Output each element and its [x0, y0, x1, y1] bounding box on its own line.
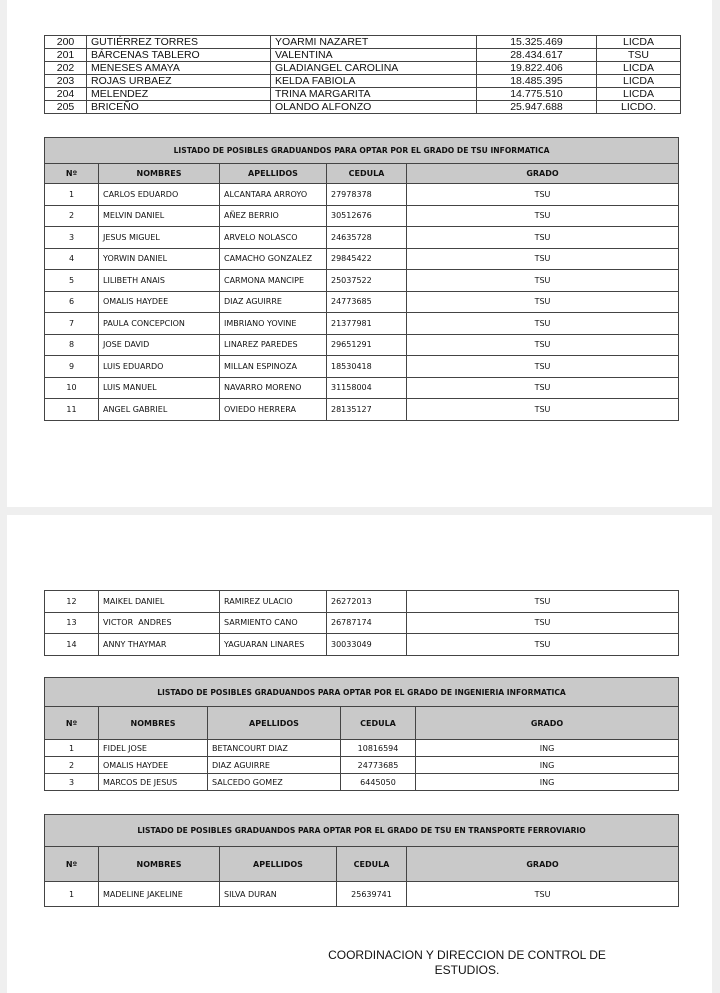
- table-row: [45, 399, 679, 421]
- nombres-cell: ANNY THAYMAR: [99, 634, 220, 656]
- cedula-cell: 27978378: [327, 184, 407, 206]
- row-number: 6: [45, 291, 99, 313]
- table-header-row: [45, 847, 679, 882]
- tsu-informatica-table-continued: [44, 590, 679, 656]
- row-number: 10: [45, 377, 99, 399]
- cedula-cell: 28135127: [327, 399, 407, 421]
- nombres-cell: LILIBETH ANAIS: [99, 270, 220, 292]
- cedula-cell: 25639741: [337, 882, 407, 907]
- grado-cell: LICDA: [597, 75, 681, 88]
- table-header-row: [45, 707, 679, 740]
- row-number: 205: [45, 101, 87, 114]
- header-grado: GRADO: [407, 847, 679, 882]
- apellidos-cell: MILLAN ESPINOZA: [220, 356, 327, 378]
- nombres-cell: JESUS MIGUEL: [99, 227, 220, 249]
- row-number: 200: [45, 36, 87, 49]
- header-num: Nº: [45, 164, 99, 184]
- cedula-cell: 29845422: [327, 248, 407, 270]
- cedula-cell: 10816594: [341, 740, 416, 757]
- header-num: Nº: [45, 847, 99, 882]
- apellidos-cell: AÑEZ BERRIO: [220, 205, 327, 227]
- previous-graduates-table: [44, 35, 681, 114]
- header-grado: GRADO: [407, 164, 679, 184]
- signature-line-2: ESTUDIOS.: [434, 963, 500, 977]
- table-row: [45, 882, 679, 907]
- cedula-cell: 26272013: [327, 591, 407, 613]
- nombres-cell: PAULA CONCEPCION: [99, 313, 220, 335]
- cedula-cell: 6445050: [341, 774, 416, 791]
- document-page-1: [7, 0, 712, 507]
- table-row: [45, 740, 679, 757]
- table-header-row: [45, 164, 679, 184]
- row-number: 12: [45, 591, 99, 613]
- row-number: 1: [45, 740, 99, 757]
- table-row: [45, 634, 679, 656]
- apellidos-cell: SALCEDO GOMEZ: [208, 774, 341, 791]
- table-title-row: [45, 815, 679, 847]
- tsu-transporte-ferroviario-table: [44, 814, 679, 907]
- cedula-cell: 15.325.469: [477, 36, 597, 49]
- apellidos-cell: IMBRIANO YOVINE: [220, 313, 327, 335]
- cedula-cell: 21377981: [327, 313, 407, 335]
- nombres-cell: MAIKEL DANIEL: [99, 591, 220, 613]
- grado-cell: TSU: [407, 334, 679, 356]
- apellidos-cell: MELENDEZ: [87, 88, 271, 101]
- nombres-cell: MELVIN DANIEL: [99, 205, 220, 227]
- apellidos-cell: SILVA DURAN: [220, 882, 337, 907]
- row-number: 3: [45, 227, 99, 249]
- table-title: LISTADO DE POSIBLES GRADUANDOS PARA OPTAR POR EL GRADO DE INGENIERIA INFORMATICA: [45, 678, 679, 707]
- cedula-cell: 24635728: [327, 227, 407, 249]
- row-number: 202: [45, 62, 87, 75]
- grado-cell: TSU: [407, 399, 679, 421]
- apellidos-cell: DIAZ AGUIRRE: [208, 757, 341, 774]
- nombres-cell: YOARMI NAZARET: [271, 36, 477, 49]
- header-apellidos: APELLIDOS: [220, 847, 337, 882]
- row-number: 9: [45, 356, 99, 378]
- cedula-cell: 26787174: [327, 612, 407, 634]
- nombres-cell: YORWIN DANIEL: [99, 248, 220, 270]
- apellidos-cell: BETANCOURT DIAZ: [208, 740, 341, 757]
- cedula-cell: 18530418: [327, 356, 407, 378]
- cedula-cell: 19.822.406: [477, 62, 597, 75]
- nombres-cell: LUIS EDUARDO: [99, 356, 220, 378]
- cedula-cell: 25.947.688: [477, 101, 597, 114]
- apellidos-cell: BRICEÑO: [87, 101, 271, 114]
- grado-cell: TSU: [407, 248, 679, 270]
- nombres-cell: FIDEL JOSE: [99, 740, 208, 757]
- table-row: [45, 591, 679, 613]
- nombres-cell: CARLOS EDUARDO: [99, 184, 220, 206]
- nombres-cell: GLADIANGEL CAROLINA: [271, 62, 477, 75]
- cedula-cell: 30512676: [327, 205, 407, 227]
- table-row: [45, 101, 681, 114]
- table-title-row: [45, 138, 679, 164]
- cedula-cell: 24773685: [341, 757, 416, 774]
- header-nombres: NOMBRES: [99, 707, 208, 740]
- table-row: [45, 49, 681, 62]
- signature-block: [307, 948, 627, 978]
- grado-cell: ING: [416, 774, 679, 791]
- table-row: [45, 227, 679, 249]
- table-row: [45, 757, 679, 774]
- header-nombres: NOMBRES: [99, 164, 220, 184]
- document-page-2: [7, 515, 712, 993]
- apellidos-cell: RAMIREZ ULACIO: [220, 591, 327, 613]
- cedula-cell: 30033049: [327, 634, 407, 656]
- table-row: [45, 62, 681, 75]
- row-number: 2: [45, 205, 99, 227]
- table-row: [45, 774, 679, 791]
- table-row: [45, 270, 679, 292]
- apellidos-cell: CARMONA MANCIPE: [220, 270, 327, 292]
- cedula-cell: 18.485.395: [477, 75, 597, 88]
- grado-cell: TSU: [597, 49, 681, 62]
- header-nombres: NOMBRES: [99, 847, 220, 882]
- grado-cell: TSU: [407, 227, 679, 249]
- row-number: 7: [45, 313, 99, 335]
- grado-cell: TSU: [407, 591, 679, 613]
- row-number: 11: [45, 399, 99, 421]
- nombres-cell: VICTOR ANDRES: [99, 612, 220, 634]
- row-number: 2: [45, 757, 99, 774]
- grado-cell: LICDA: [597, 36, 681, 49]
- row-number: 204: [45, 88, 87, 101]
- table-row: [45, 75, 681, 88]
- table-row: [45, 334, 679, 356]
- grado-cell: TSU: [407, 313, 679, 335]
- apellidos-cell: BÁRCENAS TABLERO: [87, 49, 271, 62]
- table-row: [45, 88, 681, 101]
- nombres-cell: OMALIS HAYDEE: [99, 291, 220, 313]
- grado-cell: TSU: [407, 184, 679, 206]
- grado-cell: LICDA: [597, 62, 681, 75]
- nombres-cell: LUIS MANUEL: [99, 377, 220, 399]
- apellidos-cell: DIAZ AGUIRRE: [220, 291, 327, 313]
- apellidos-cell: MENESES AMAYA: [87, 62, 271, 75]
- apellidos-cell: SARMIENTO CANO: [220, 612, 327, 634]
- header-cedula: CEDULA: [341, 707, 416, 740]
- table-title-row: [45, 678, 679, 707]
- nombres-cell: OMALIS HAYDEE: [99, 757, 208, 774]
- table-title: LISTADO DE POSIBLES GRADUANDOS PARA OPTAR POR EL GRADO DE TSU INFORMATICA: [45, 138, 679, 164]
- table-row: [45, 291, 679, 313]
- nombres-cell: VALENTINA: [271, 49, 477, 62]
- row-number: 201: [45, 49, 87, 62]
- row-number: 5: [45, 270, 99, 292]
- header-num: Nº: [45, 707, 99, 740]
- apellidos-cell: OVIEDO HERRERA: [220, 399, 327, 421]
- apellidos-cell: ROJAS URBAEZ: [87, 75, 271, 88]
- grado-cell: ING: [416, 757, 679, 774]
- tsu-informatica-table: [44, 137, 679, 421]
- grado-cell: ING: [416, 740, 679, 757]
- nombres-cell: OLANDO ALFONZO: [271, 101, 477, 114]
- row-number: 4: [45, 248, 99, 270]
- apellidos-cell: YAGUARAN LINARES: [220, 634, 327, 656]
- grado-cell: TSU: [407, 882, 679, 907]
- nombres-cell: MADELINE JAKELINE: [99, 882, 220, 907]
- row-number: 8: [45, 334, 99, 356]
- row-number: 14: [45, 634, 99, 656]
- apellidos-cell: NAVARRO MORENO: [220, 377, 327, 399]
- grado-cell: TSU: [407, 356, 679, 378]
- table-row: [45, 313, 679, 335]
- grado-cell: TSU: [407, 291, 679, 313]
- cedula-cell: 14.775.510: [477, 88, 597, 101]
- header-cedula: CEDULA: [327, 164, 407, 184]
- cedula-cell: 29651291: [327, 334, 407, 356]
- apellidos-cell: LINAREZ PAREDES: [220, 334, 327, 356]
- signature-line-1: COORDINACION Y DIRECCION DE CONTROL DE: [328, 948, 606, 962]
- row-number: 13: [45, 612, 99, 634]
- grado-cell: TSU: [407, 270, 679, 292]
- apellidos-cell: ARVELO NOLASCO: [220, 227, 327, 249]
- row-number: 203: [45, 75, 87, 88]
- grado-cell: TSU: [407, 634, 679, 656]
- nombres-cell: TRINA MARGARITA: [271, 88, 477, 101]
- row-number: 1: [45, 882, 99, 907]
- grado-cell: TSU: [407, 205, 679, 227]
- grado-cell: TSU: [407, 612, 679, 634]
- grado-cell: LICDO.: [597, 101, 681, 114]
- grado-cell: LICDA: [597, 88, 681, 101]
- cedula-cell: 28.434.617: [477, 49, 597, 62]
- cedula-cell: 31158004: [327, 377, 407, 399]
- nombres-cell: MARCOS DE JESUS: [99, 774, 208, 791]
- table-row: [45, 356, 679, 378]
- table-row: [45, 377, 679, 399]
- table-row: [45, 205, 679, 227]
- cedula-cell: 24773685: [327, 291, 407, 313]
- nombres-cell: KELDA FABIOLA: [271, 75, 477, 88]
- header-apellidos: APELLIDOS: [220, 164, 327, 184]
- row-number: 3: [45, 774, 99, 791]
- header-grado: GRADO: [416, 707, 679, 740]
- table-row: [45, 248, 679, 270]
- table-row: [45, 612, 679, 634]
- cedula-cell: 25037522: [327, 270, 407, 292]
- apellidos-cell: CAMACHO GONZALEZ: [220, 248, 327, 270]
- header-cedula: CEDULA: [337, 847, 407, 882]
- header-apellidos: APELLIDOS: [208, 707, 341, 740]
- nombres-cell: ANGEL GABRIEL: [99, 399, 220, 421]
- ingenieria-informatica-table: [44, 677, 679, 791]
- table-row: [45, 36, 681, 49]
- table-title: LISTADO DE POSIBLES GRADUANDOS PARA OPTAR POR EL GRADO DE TSU EN TRANSPORTE FERROVIARIO: [45, 815, 679, 847]
- apellidos-cell: GUTIÉRREZ TORRES: [87, 36, 271, 49]
- grado-cell: TSU: [407, 377, 679, 399]
- apellidos-cell: ALCANTARA ARROYO: [220, 184, 327, 206]
- nombres-cell: JOSE DAVID: [99, 334, 220, 356]
- table-row: [45, 184, 679, 206]
- row-number: 1: [45, 184, 99, 206]
